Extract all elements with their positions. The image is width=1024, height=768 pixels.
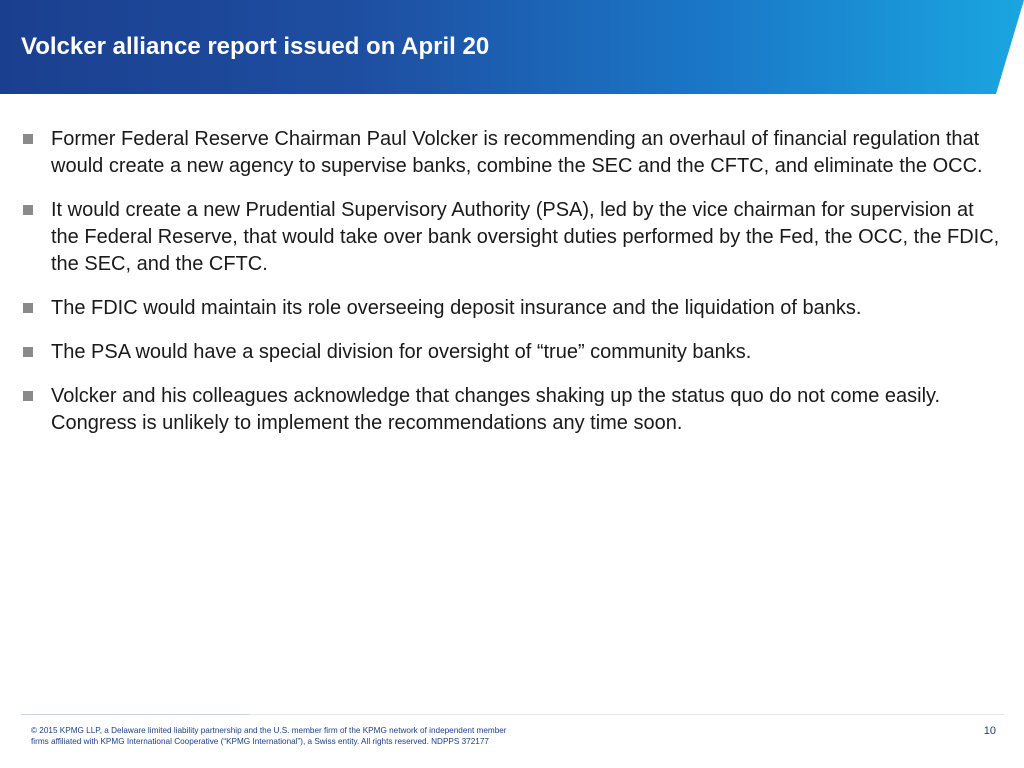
footer-divider-accent (21, 714, 249, 715)
bullet-text: The PSA would have a special division for oversight of “true” community banks. (51, 341, 752, 363)
copyright-notice (31, 725, 591, 747)
square-bullet-icon (23, 303, 33, 313)
bullet-text: It would create a new Prudential Supervisory Authority (PSA), led by the vice chairman for supervision at the Federal Reserve, that would take over bank oversight duties performed by the Fed, the OCC, the FDIC, the SEC, and the CFTC. (51, 199, 1000, 275)
bullet-item (21, 126, 1001, 180)
bullet-item (21, 295, 1001, 322)
bullet-text: The FDIC would maintain its role overseeing deposit insurance and the liquidation of banks. (51, 297, 862, 319)
bullet-text: Volcker and his colleagues acknowledge that changes shaking up the status quo do not come easily. Congress is unlikely to implement the recommendations any time soon. (51, 385, 941, 434)
bullet-item (21, 197, 1001, 278)
bullet-item (21, 339, 1001, 366)
bullet-text: Former Federal Reserve Chairman Paul Volcker is recommending an overhaul of financial regulation that would create a new agency to supervise banks, combine the SEC and the CFTC, and eliminate the OCC. (51, 128, 983, 177)
copyright-line-2: firms affiliated with KPMG International Cooperative (“KPMG International”), a Swiss entity. All rights reserved. NDPPS 372177 (31, 737, 489, 746)
bullet-list (21, 126, 1001, 454)
slide-title: Volcker alliance report issued on April 20 (21, 33, 490, 60)
copyright-line-1: © 2015 KPMG LLP, a Delaware limited liability partnership and the U.S. member firm of the KPMG network of independent member (31, 726, 507, 735)
square-bullet-icon (23, 134, 33, 144)
bullet-item (21, 383, 1001, 437)
square-bullet-icon (23, 205, 33, 215)
page-number: 10 (983, 725, 996, 737)
square-bullet-icon (23, 391, 33, 401)
square-bullet-icon (23, 347, 33, 357)
